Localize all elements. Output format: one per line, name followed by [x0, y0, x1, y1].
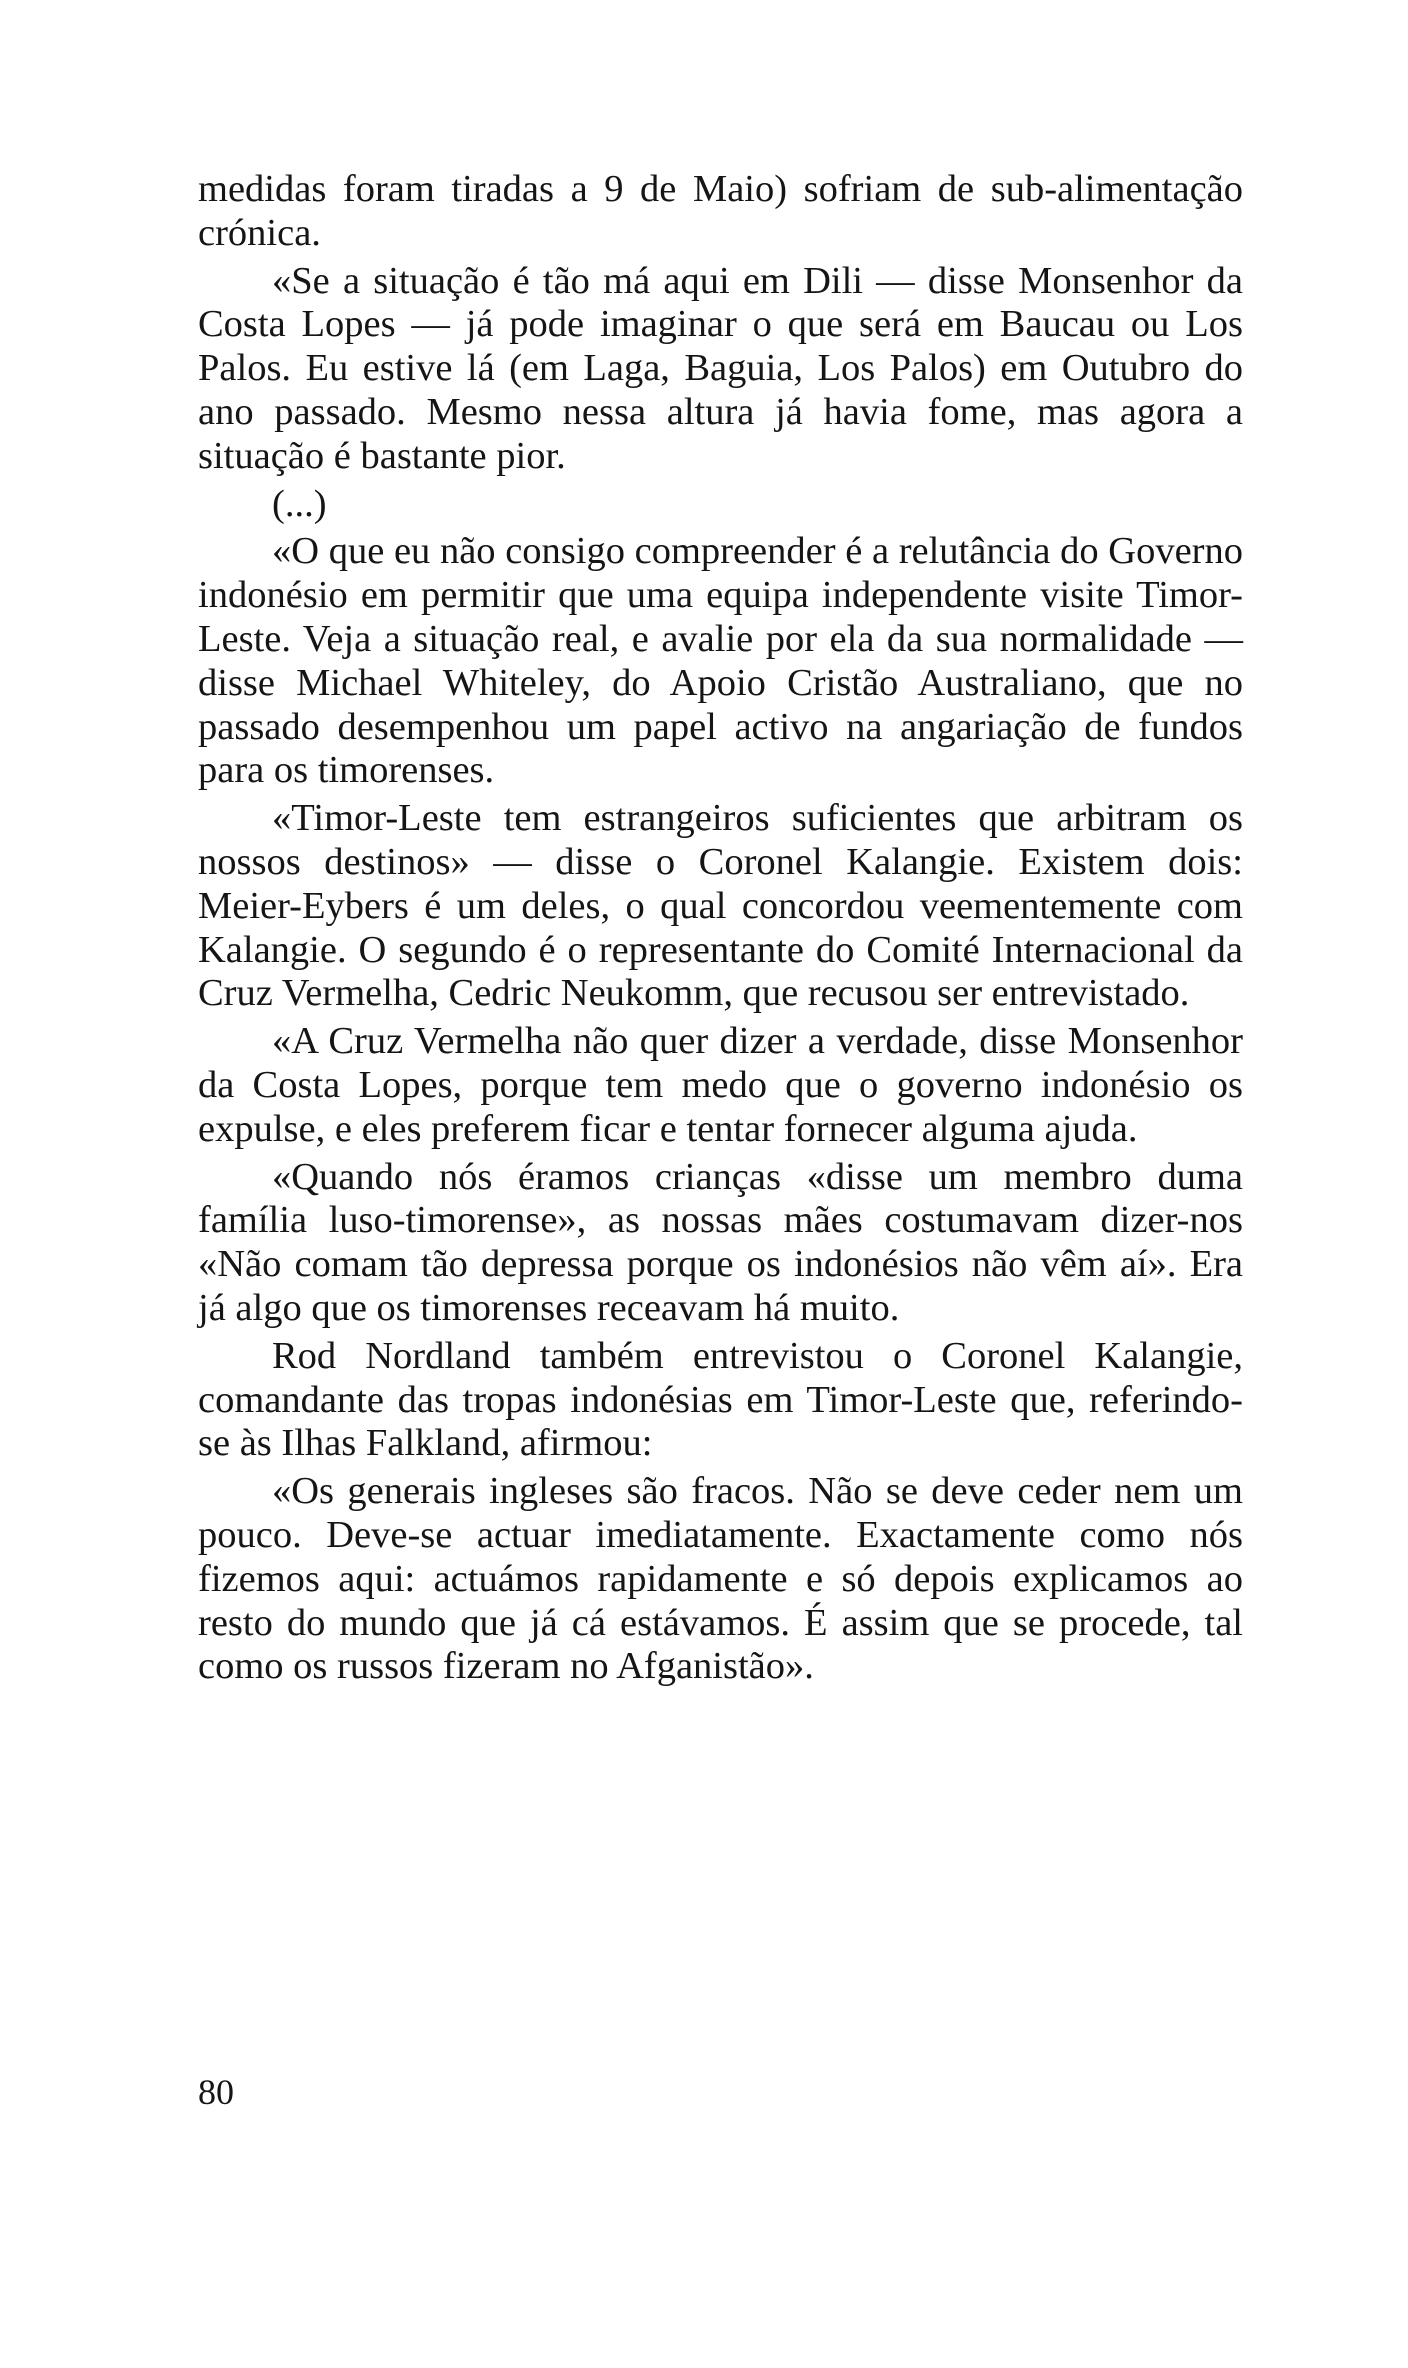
paragraph-nordland: Rod Nordland também entrevistou o Coronel Kalangie, comandante das tropas indonésias em Timor-Leste que, referindo-se às Ilhas Falkland, afirmou: — [198, 1334, 1243, 1465]
page-number: 80 — [198, 2072, 234, 2112]
paragraph-quote-whiteley: «O que eu não consigo compreender é a relutância do Governo indonésio em permitir que uma equipa independente visite Timor-Leste. Veja a situação real, e avalie por ela da sua normalidade — disse Michael Whiteley, do Apoio Cristão Australiano, que no passado desempenhou um papel activo na angariação de fundos para os timorenses. — [198, 530, 1243, 792]
paragraph-continued-from-previous-page: medidas foram tiradas a 9 de Maio) sofriam de sub-alimentação crónica. — [198, 168, 1243, 254]
paragraph-quote-kalangie: «Timor-Leste tem estrangeiros suficientes que arbitram os nossos destinos» — disse o Coronel Kalangie. Existem dois: Meier-Eybers é um deles, o qual concordou veementemente com Kalangie. O segundo é o representante do Comité Internacional da Cruz Vermelha, Cedric Neukomm, que recusou ser entrevistado. — [198, 797, 1243, 1015]
paragraph-quote-red-cross: «A Cruz Vermelha não quer dizer a verdade, disse Monsenhor da Costa Lopes, porque tem medo que o governo indonésio os expulse, e eles preferem ficar e tentar fornecer alguma ajuda. — [198, 1020, 1243, 1150]
paragraph-quote-generals: «Os generais ingleses são fracos. Não se deve ceder nem um pouco. Deve-se actuar imediatamente. Exactamente como nós fizemos aqui: actuámos rapidamente e só depois explicamos ao resto do mundo que já cá estávamos. É assim que se procede, tal como os russos fizeram no Afganistão». — [198, 1470, 1243, 1688]
page-body — [198, 168, 1243, 1693]
paragraph-ellipsis: (...) — [272, 482, 327, 525]
paragraph-quote-dili: «Se a situação é tão má aqui em Dili — disse Monsenhor da Costa Lopes — já pode imaginar o que será em Baucau ou Los Palos. Eu estive lá (em Laga, Baguia, Los Palos) em Outubro do ano passado. Mesmo nessa altura já havia fome, mas agora a situação é bastante pior. — [198, 259, 1243, 477]
paragraph-quote-family: «Quando nós éramos crianças «disse um membro duma família luso-timorense», as nossas mães costumavam dizer-nos «Não comam tão depressa porque os indonésios não vêm aí». Era já algo que os timorenses receavam há muito. — [198, 1155, 1243, 1329]
